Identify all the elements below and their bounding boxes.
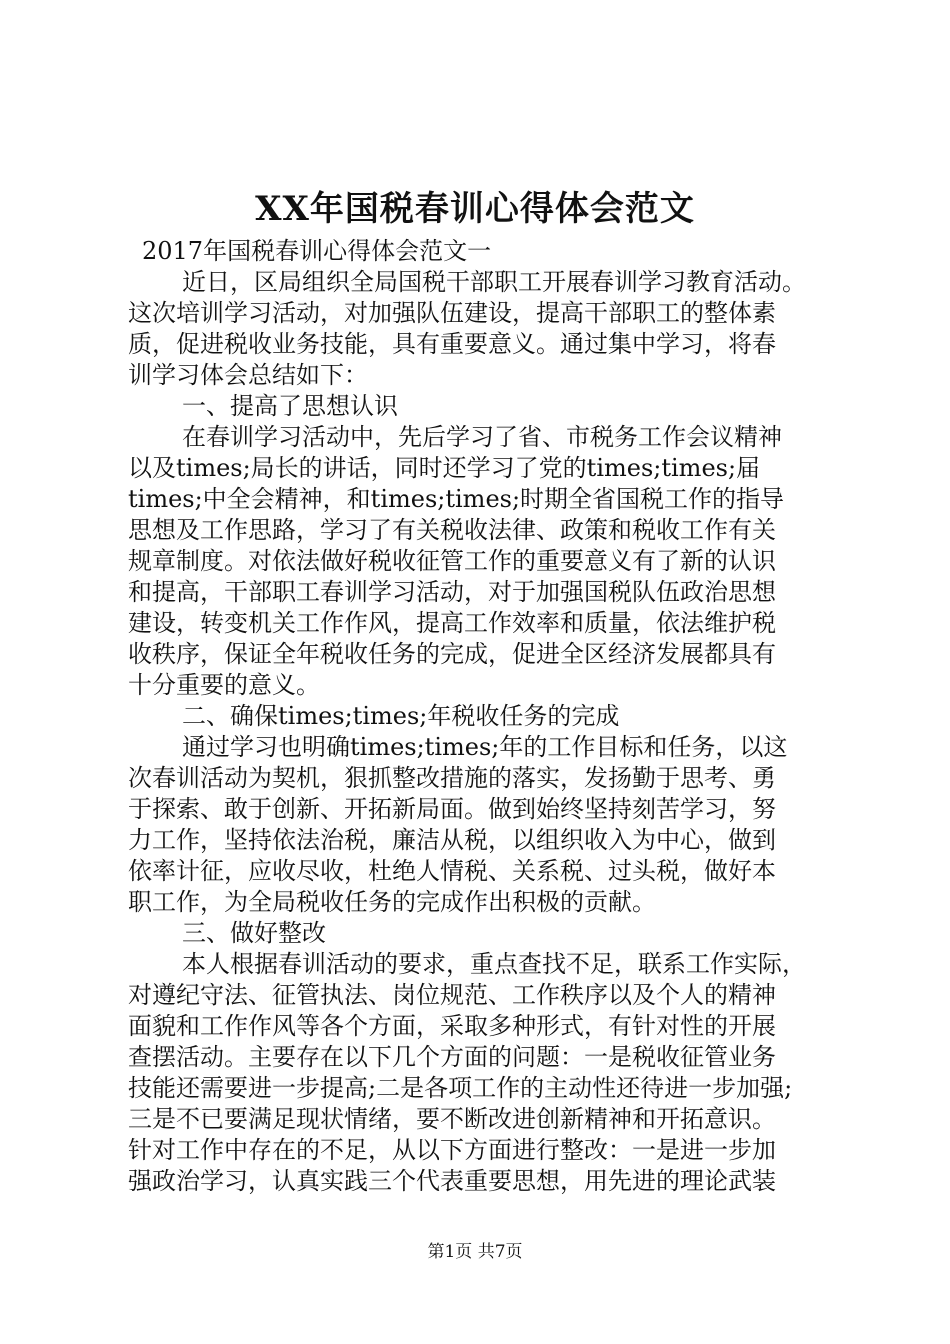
paragraph-line: 对遵纪守法、征管执法、岗位规范、工作秩序以及个人的精神	[128, 981, 776, 1009]
paragraph-line: 于探索、敢于创新、开拓新局面。做到始终坚持刻苦学习，努	[128, 795, 776, 823]
paragraph-line: 规章制度。对依法做好税收征管工作的重要意义有了新的认识	[128, 547, 776, 575]
section-heading: 二、确保times;times;年税收任务的完成	[182, 702, 620, 730]
paragraph-line: 思想及工作思路，学习了有关税收法律、政策和税收工作有关	[128, 516, 776, 544]
section-heading: 一、提高了思想认识	[182, 392, 398, 420]
paragraph-line: 在春训学习活动中，先后学习了省、市税务工作会议精神	[182, 423, 782, 451]
paragraph-line: 建设，转变机关工作作风，提高工作效率和质量，依法维护税	[128, 609, 776, 637]
paragraph-line: 查摆活动。主要存在以下几个方面的问题：一是税收征管业务	[128, 1043, 776, 1071]
page-number: 第1页 共7页	[427, 1242, 523, 1262]
paragraph-line: 依率计征，应收尽收，杜绝人情税、关系税、过头税，做好本	[128, 857, 776, 885]
paragraph-line: 收秩序，保证全年税收任务的完成，促进全区经济发展都具有	[128, 640, 776, 668]
paragraph-line: 技能还需要进一步提高;二是各项工作的主动性还待进一步加强;	[128, 1074, 793, 1102]
paragraph-line: 针对工作中存在的不足，从以下方面进行整改：一是进一步加	[128, 1136, 776, 1164]
paragraph-line: 以及times;局长的讲话，同时还学习了党的times;times;届	[128, 454, 761, 482]
paragraph-line: times;中全会精神，和times;times;时期全省国税工作的指导	[128, 485, 785, 513]
paragraph-line: 职工作，为全局税收任务的完成作出积极的贡献。	[128, 888, 656, 916]
subtitle-line: 2017年国税春训心得体会范文一	[142, 237, 492, 265]
paragraph-line: 近日，区局组织全局国税干部职工开展春训学习教育活动。	[182, 268, 806, 296]
paragraph-line: 三是不已要满足现状情绪，要不断改进创新精神和开拓意识。	[128, 1105, 776, 1133]
paragraph-line: 训学习体会总结如下：	[128, 361, 368, 389]
paragraph-line: 这次培训学习活动，对加强队伍建设，提高干部职工的整体素	[128, 299, 776, 327]
paragraph-line: 面貌和工作作风等各个方面，采取多种形式，有针对性的开展	[128, 1012, 776, 1040]
document-body	[128, 236, 828, 1197]
paragraph-line: 次春训活动为契机，狠抓整改措施的落实，发扬勤于思考、勇	[128, 764, 776, 792]
section-heading: 三、做好整改	[182, 919, 326, 947]
paragraph-line: 通过学习也明确times;times;年的工作目标和任务，以这	[182, 733, 788, 761]
paragraph-line: 十分重要的意义。	[128, 671, 320, 699]
paragraph-line: 力工作，坚持依法治税，廉洁从税，以组织收入为中心，做到	[128, 826, 776, 854]
paragraph-line: 和提高，干部职工春训学习活动，对于加强国税队伍政治思想	[128, 578, 776, 606]
paragraph-line: 本人根据春训活动的要求，重点查找不足，联系工作实际，	[182, 950, 806, 978]
paragraph-line: 质，促进税收业务技能，具有重要意义。通过集中学习，将春	[128, 330, 776, 358]
paragraph-line: 强政治学习，认真实践三个代表重要思想，用先进的理论武装	[128, 1167, 776, 1195]
document-title: XX年国税春训心得体会范文	[255, 189, 695, 229]
